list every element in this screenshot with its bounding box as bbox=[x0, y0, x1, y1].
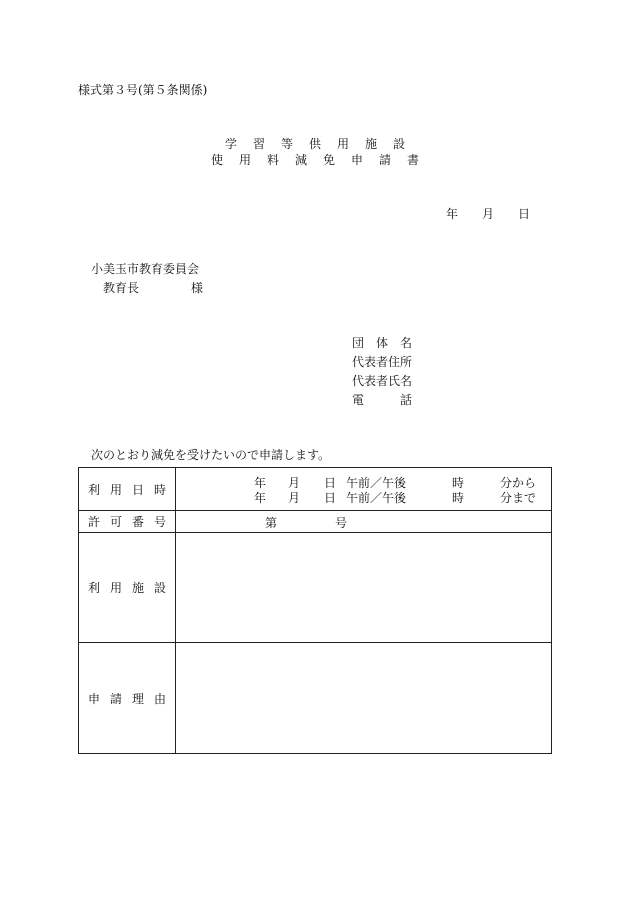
title-char: 学 bbox=[224, 137, 237, 151]
recipient-honorific: 様 bbox=[191, 281, 204, 295]
title-char: 申 bbox=[351, 153, 364, 167]
applicant-address-label: 代表者住所 bbox=[352, 355, 413, 369]
date-day: 日 bbox=[518, 207, 531, 221]
application-table bbox=[78, 467, 552, 754]
title-char: 免 bbox=[323, 153, 336, 167]
title-char: 請 bbox=[379, 153, 392, 167]
applicant-group-label: 団 体 名 bbox=[352, 336, 413, 350]
title-char: 書 bbox=[407, 153, 420, 167]
reason-field[interactable] bbox=[176, 643, 552, 754]
date-month: 月 bbox=[482, 207, 495, 221]
applicant-phone-label: 電 話 bbox=[352, 393, 413, 407]
permit-number-field[interactable] bbox=[176, 511, 552, 533]
recipient-title bbox=[103, 279, 203, 296]
reason-row bbox=[79, 643, 552, 754]
permit-number-row bbox=[79, 511, 552, 533]
application-date bbox=[446, 205, 530, 222]
title-char: 習 bbox=[252, 137, 265, 151]
permit-prefix: 第 bbox=[265, 516, 278, 530]
reason-label: 申 請 理 由 bbox=[79, 643, 176, 754]
title-char: 用 bbox=[337, 137, 350, 151]
date-year: 年 bbox=[446, 207, 459, 221]
form-number: 様式第３号(第５条関係) bbox=[78, 83, 208, 97]
title-char: 用 bbox=[238, 153, 251, 167]
title-char: 等 bbox=[280, 137, 293, 151]
title-char: 料 bbox=[266, 153, 279, 167]
permit-suffix: 号 bbox=[335, 516, 348, 530]
title-char: 供 bbox=[308, 137, 321, 151]
recipient-organization: 小美玉市教育委員会 bbox=[91, 262, 200, 276]
title-char: 設 bbox=[393, 137, 406, 151]
recipient-position: 教育長 bbox=[103, 281, 140, 295]
title-char: 減 bbox=[294, 153, 307, 167]
usage-date-field[interactable]: 年 月 日 午前／午後 時 分から 年 月 日 午前／午後 時 分まで bbox=[176, 468, 552, 511]
permit-number-label: 許 可 番 号 bbox=[79, 511, 176, 533]
applicant-name-label: 代表者氏名 bbox=[352, 374, 413, 388]
document-title-line1 bbox=[0, 135, 630, 152]
usage-date-label: 利 用 日 時 bbox=[79, 468, 176, 511]
usage-date-row bbox=[79, 468, 552, 511]
intro-text: 次のとおり減免を受けたいので申請します。 bbox=[91, 448, 331, 462]
title-char: 使 bbox=[210, 153, 223, 167]
facility-row bbox=[79, 533, 552, 643]
facility-field[interactable] bbox=[176, 533, 552, 643]
document-title-line2 bbox=[0, 151, 630, 168]
facility-label: 利 用 施 設 bbox=[79, 533, 176, 643]
title-char: 施 bbox=[365, 137, 378, 151]
